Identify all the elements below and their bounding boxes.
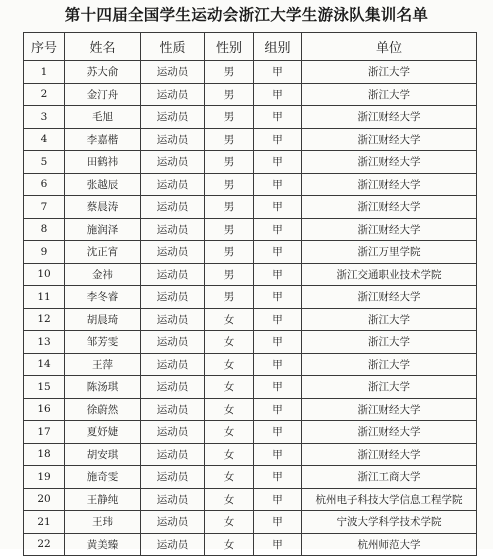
cell-sex: 女 bbox=[205, 353, 254, 376]
cell-group: 甲 bbox=[254, 263, 302, 286]
cell-name: 李嘉楷 bbox=[65, 128, 141, 151]
cell-index: 3 bbox=[24, 106, 65, 129]
cell-type: 运动员 bbox=[141, 286, 205, 309]
cell-unit: 杭州师范大学 bbox=[302, 533, 477, 556]
cell-type: 运动员 bbox=[141, 488, 205, 511]
cell-name: 陈汤琪 bbox=[65, 376, 141, 399]
cell-type: 运动员 bbox=[141, 421, 205, 444]
cell-name: 王玮 bbox=[65, 511, 141, 534]
table-row bbox=[24, 443, 477, 466]
cell-unit: 浙江大学 bbox=[302, 331, 477, 354]
cell-unit: 浙江财经大学 bbox=[302, 173, 477, 196]
table-body bbox=[24, 61, 477, 556]
cell-unit: 浙江财经大学 bbox=[302, 421, 477, 444]
cell-type: 运动员 bbox=[141, 173, 205, 196]
cell-group: 甲 bbox=[254, 83, 302, 106]
cell-sex: 女 bbox=[205, 466, 254, 489]
cell-group: 甲 bbox=[254, 218, 302, 241]
cell-name: 苏大俞 bbox=[65, 61, 141, 84]
cell-index: 18 bbox=[24, 443, 65, 466]
cell-unit: 浙江财经大学 bbox=[302, 151, 477, 174]
cell-type: 运动员 bbox=[141, 263, 205, 286]
document-title: 第十四届全国学生运动会浙江大学生游泳队集训名单 bbox=[64, 6, 429, 24]
table-row bbox=[24, 263, 477, 286]
cell-name: 胡晨琦 bbox=[65, 308, 141, 331]
roster-table bbox=[23, 32, 477, 556]
cell-name: 邹芳雯 bbox=[65, 331, 141, 354]
cell-name: 王静纯 bbox=[65, 488, 141, 511]
cell-sex: 女 bbox=[205, 398, 254, 421]
table-row bbox=[24, 61, 477, 84]
cell-index: 19 bbox=[24, 466, 65, 489]
cell-group: 甲 bbox=[254, 443, 302, 466]
cell-index: 16 bbox=[24, 398, 65, 421]
cell-sex: 男 bbox=[205, 106, 254, 129]
cell-type: 运动员 bbox=[141, 151, 205, 174]
header-type: 性质 bbox=[141, 33, 205, 61]
cell-name: 施奇雯 bbox=[65, 466, 141, 489]
cell-name: 张越辰 bbox=[65, 173, 141, 196]
cell-sex: 男 bbox=[205, 286, 254, 309]
table-row bbox=[24, 511, 477, 534]
header-sex: 性别 bbox=[205, 33, 254, 61]
cell-name: 沈正宵 bbox=[65, 241, 141, 264]
cell-type: 运动员 bbox=[141, 353, 205, 376]
cell-sex: 男 bbox=[205, 263, 254, 286]
table-row bbox=[24, 241, 477, 264]
cell-group: 甲 bbox=[254, 241, 302, 264]
cell-type: 运动员 bbox=[141, 218, 205, 241]
cell-name: 李冬睿 bbox=[65, 286, 141, 309]
cell-type: 运动员 bbox=[141, 533, 205, 556]
table-row bbox=[24, 286, 477, 309]
cell-index: 6 bbox=[24, 173, 65, 196]
cell-unit: 浙江大学 bbox=[302, 353, 477, 376]
cell-type: 运动员 bbox=[141, 308, 205, 331]
cell-sex: 女 bbox=[205, 331, 254, 354]
cell-group: 甲 bbox=[254, 466, 302, 489]
cell-unit: 浙江财经大学 bbox=[302, 196, 477, 219]
cell-type: 运动员 bbox=[141, 128, 205, 151]
cell-index: 7 bbox=[24, 196, 65, 219]
cell-sex: 女 bbox=[205, 533, 254, 556]
cell-type: 运动员 bbox=[141, 196, 205, 219]
table-row bbox=[24, 106, 477, 129]
table-row bbox=[24, 376, 477, 399]
cell-index: 1 bbox=[24, 61, 65, 84]
table-row bbox=[24, 151, 477, 174]
cell-group: 甲 bbox=[254, 533, 302, 556]
cell-unit: 浙江交通职业技术学院 bbox=[302, 263, 477, 286]
cell-type: 运动员 bbox=[141, 376, 205, 399]
cell-unit: 浙江财经大学 bbox=[302, 286, 477, 309]
header-name: 姓名 bbox=[65, 33, 141, 61]
cell-index: 9 bbox=[24, 241, 65, 264]
cell-group: 甲 bbox=[254, 151, 302, 174]
cell-type: 运动员 bbox=[141, 331, 205, 354]
cell-sex: 女 bbox=[205, 511, 254, 534]
cell-group: 甲 bbox=[254, 61, 302, 84]
cell-index: 15 bbox=[24, 376, 65, 399]
table-row bbox=[24, 128, 477, 151]
cell-name: 毛旭 bbox=[65, 106, 141, 129]
header-index: 序号 bbox=[24, 33, 65, 61]
cell-type: 运动员 bbox=[141, 511, 205, 534]
table-row bbox=[24, 196, 477, 219]
cell-index: 10 bbox=[24, 263, 65, 286]
cell-type: 运动员 bbox=[141, 443, 205, 466]
cell-index: 11 bbox=[24, 286, 65, 309]
cell-sex: 男 bbox=[205, 196, 254, 219]
cell-group: 甲 bbox=[254, 353, 302, 376]
table-row bbox=[24, 398, 477, 421]
cell-sex: 男 bbox=[205, 241, 254, 264]
cell-name: 夏妤婕 bbox=[65, 421, 141, 444]
cell-unit: 浙江大学 bbox=[302, 61, 477, 84]
cell-group: 甲 bbox=[254, 488, 302, 511]
cell-sex: 男 bbox=[205, 128, 254, 151]
cell-index: 2 bbox=[24, 83, 65, 106]
table-row bbox=[24, 466, 477, 489]
cell-unit: 浙江财经大学 bbox=[302, 128, 477, 151]
table-row bbox=[24, 173, 477, 196]
cell-name: 蔡晨涛 bbox=[65, 196, 141, 219]
cell-name: 胡安琪 bbox=[65, 443, 141, 466]
cell-unit: 浙江财经大学 bbox=[302, 106, 477, 129]
cell-group: 甲 bbox=[254, 511, 302, 534]
header-unit: 单位 bbox=[302, 33, 477, 61]
cell-unit: 浙江大学 bbox=[302, 376, 477, 399]
cell-name: 徐蔚然 bbox=[65, 398, 141, 421]
cell-name: 金汀舟 bbox=[65, 83, 141, 106]
cell-group: 甲 bbox=[254, 331, 302, 354]
cell-unit: 浙江大学 bbox=[302, 83, 477, 106]
cell-sex: 男 bbox=[205, 173, 254, 196]
cell-group: 甲 bbox=[254, 398, 302, 421]
cell-sex: 女 bbox=[205, 376, 254, 399]
cell-group: 甲 bbox=[254, 173, 302, 196]
table-row bbox=[24, 488, 477, 511]
cell-name: 王萍 bbox=[65, 353, 141, 376]
cell-unit: 宁波大学科学技术学院 bbox=[302, 511, 477, 534]
cell-type: 运动员 bbox=[141, 83, 205, 106]
cell-index: 4 bbox=[24, 128, 65, 151]
cell-unit: 浙江财经大学 bbox=[302, 398, 477, 421]
cell-sex: 男 bbox=[205, 151, 254, 174]
cell-sex: 女 bbox=[205, 443, 254, 466]
cell-unit: 杭州电子科技大学信息工程学院 bbox=[302, 488, 477, 511]
cell-group: 甲 bbox=[254, 196, 302, 219]
cell-group: 甲 bbox=[254, 106, 302, 129]
cell-group: 甲 bbox=[254, 421, 302, 444]
cell-sex: 男 bbox=[205, 83, 254, 106]
cell-group: 甲 bbox=[254, 128, 302, 151]
cell-index: 12 bbox=[24, 308, 65, 331]
cell-type: 运动员 bbox=[141, 466, 205, 489]
table-row bbox=[24, 533, 477, 556]
cell-index: 21 bbox=[24, 511, 65, 534]
cell-sex: 女 bbox=[205, 421, 254, 444]
cell-index: 13 bbox=[24, 331, 65, 354]
cell-unit: 浙江财经大学 bbox=[302, 218, 477, 241]
cell-index: 14 bbox=[24, 353, 65, 376]
cell-index: 20 bbox=[24, 488, 65, 511]
cell-type: 运动员 bbox=[141, 398, 205, 421]
cell-sex: 男 bbox=[205, 218, 254, 241]
cell-index: 22 bbox=[24, 533, 65, 556]
cell-type: 运动员 bbox=[141, 61, 205, 84]
cell-type: 运动员 bbox=[141, 241, 205, 264]
cell-name: 田鹤祎 bbox=[65, 151, 141, 174]
cell-unit: 浙江财经大学 bbox=[302, 443, 477, 466]
table-row bbox=[24, 421, 477, 444]
table-row bbox=[24, 308, 477, 331]
cell-group: 甲 bbox=[254, 308, 302, 331]
cell-index: 5 bbox=[24, 151, 65, 174]
cell-name: 施润泽 bbox=[65, 218, 141, 241]
cell-type: 运动员 bbox=[141, 106, 205, 129]
table-row bbox=[24, 218, 477, 241]
cell-unit: 浙江万里学院 bbox=[302, 241, 477, 264]
header-group: 组别 bbox=[254, 33, 302, 61]
table-row bbox=[24, 83, 477, 106]
cell-index: 17 bbox=[24, 421, 65, 444]
table-row bbox=[24, 353, 477, 376]
cell-group: 甲 bbox=[254, 286, 302, 309]
cell-index: 8 bbox=[24, 218, 65, 241]
cell-sex: 女 bbox=[205, 488, 254, 511]
cell-unit: 浙江工商大学 bbox=[302, 466, 477, 489]
table-header-row bbox=[24, 33, 477, 61]
cell-unit: 浙江大学 bbox=[302, 308, 477, 331]
cell-name: 金祎 bbox=[65, 263, 141, 286]
cell-sex: 女 bbox=[205, 308, 254, 331]
cell-group: 甲 bbox=[254, 376, 302, 399]
cell-name: 黄美臻 bbox=[65, 533, 141, 556]
table-row bbox=[24, 331, 477, 354]
cell-sex: 男 bbox=[205, 61, 254, 84]
